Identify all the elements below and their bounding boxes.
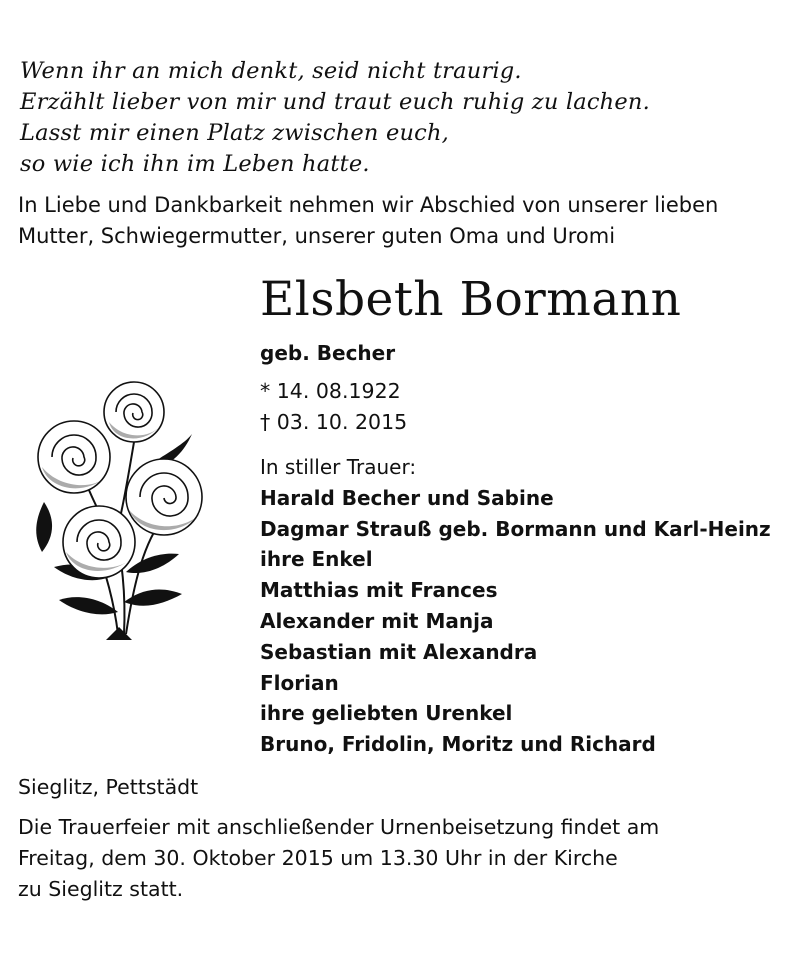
mourner-line: ihre geliebten Urenkel [260, 701, 513, 726]
intro-line: In Liebe und Dankbarkeit nehmen wir Abschied von unserer lieben [18, 193, 719, 217]
mourner-line: Harald Becher und Sabine [260, 485, 554, 510]
service-info [18, 812, 788, 905]
life-dates [260, 376, 407, 438]
mourner-line: Matthias mit Frances [260, 578, 498, 603]
mourner-line: Florian [260, 670, 339, 695]
birth-name: geb. Becher [260, 341, 396, 365]
death-date: † 03. 10. 2015 [260, 410, 408, 434]
mourner-line: ihre Enkel [260, 547, 373, 572]
birth-date: * 14. 08.1922 [260, 379, 401, 403]
mourner-line: Dagmar Strauß geb. Bormann und Karl-Heinz [260, 516, 771, 541]
intro-text [18, 190, 788, 252]
mourner-line: Alexander mit Manja [260, 608, 494, 633]
mourner-line: Bruno, Fridolin, Moritz und Richard [260, 732, 656, 757]
intro-line: Mutter, Schwiegermutter, unserer guten Oma und Uromi [18, 224, 616, 248]
poem-line: Wenn ihr an mich denkt, seid nicht traurig. [20, 58, 522, 84]
mourner-line: Sebastian mit Alexandra [260, 639, 538, 664]
poem-line: so wie ich ihn im Leben hatte. [20, 151, 370, 177]
poem-line: Erzählt lieber von mir und traut euch ruhig zu lachen. [20, 89, 650, 115]
place-line: Sieglitz, Pettstädt [18, 775, 199, 799]
poem [20, 56, 780, 180]
roses-illustration-icon [14, 372, 204, 642]
deceased-name: Elsbeth Bormann [260, 272, 682, 327]
mourners-heading: In stiller Trauer: [260, 455, 417, 479]
service-line: Die Trauerfeier mit anschließender Urnenbeisetzung findet am [18, 815, 660, 839]
service-line: Freitag, dem 30. Oktober 2015 um 13.30 Uhr in der Kirche [18, 846, 618, 870]
poem-line: Lasst mir einen Platz zwischen euch, [20, 120, 449, 146]
service-line: zu Sieglitz statt. [18, 877, 184, 901]
mourners-list [260, 452, 771, 760]
